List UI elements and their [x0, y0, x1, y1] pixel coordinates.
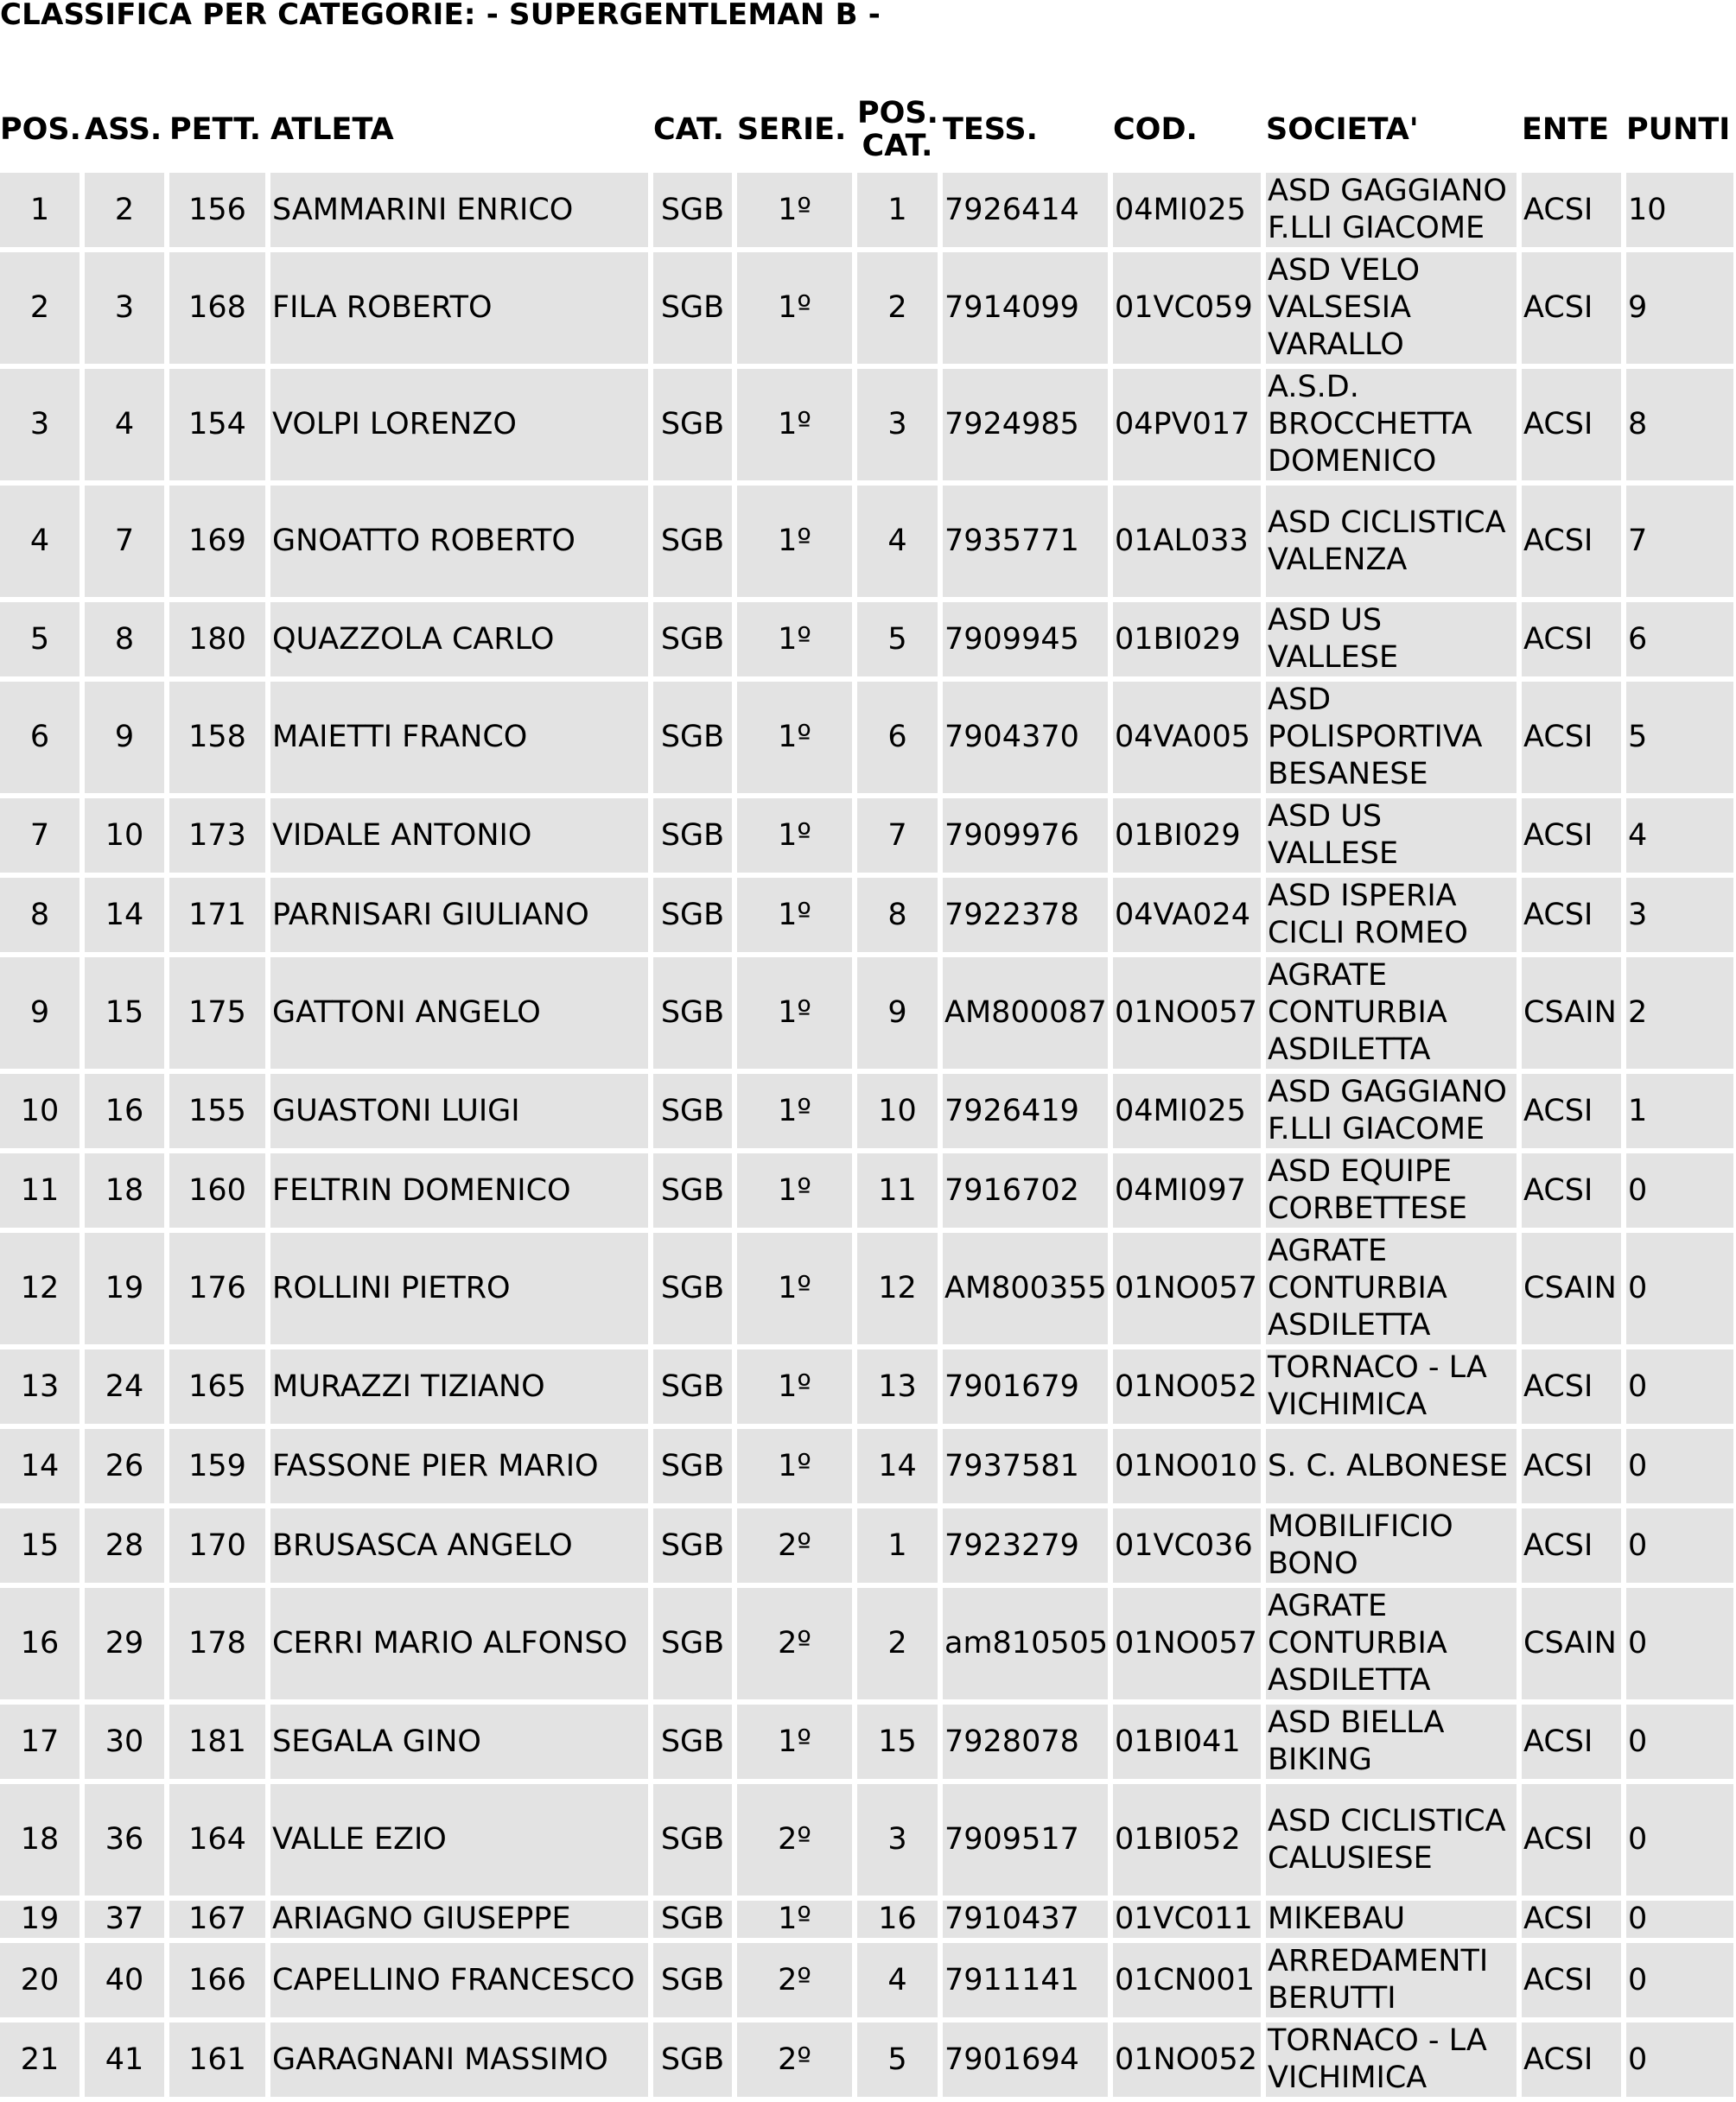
cell-punti: 0: [1626, 1705, 1733, 1779]
cell-serie: 1º: [737, 1349, 852, 1424]
cell-cat: SGB: [653, 1784, 732, 1896]
cell-cat: SGB: [653, 878, 732, 952]
cell-cat: SGB: [653, 1074, 732, 1148]
header-ente: ENTE: [1522, 92, 1621, 168]
cell-societa: ASD CICLISTICA CALUSIESE: [1266, 1784, 1517, 1896]
cell-serie: 2º: [737, 1784, 852, 1896]
cell-cod: 01BI029: [1113, 602, 1261, 676]
cell-pos-cat: 8: [857, 878, 938, 952]
header-cod: COD.: [1113, 92, 1261, 168]
cell-punti: 3: [1626, 878, 1733, 952]
cell-ente: ACSI: [1522, 1705, 1621, 1779]
cell-cat: SGB: [653, 369, 732, 480]
cell-punti: 1: [1626, 1074, 1733, 1148]
cell-pos-cat: 1: [857, 173, 938, 247]
cell-societa: ASD BIELLA BIKING: [1266, 1705, 1517, 1779]
cell-pett: 164: [169, 1784, 265, 1896]
cell-punti: 0: [1626, 1588, 1733, 1699]
cell-pos-cat: 3: [857, 1784, 938, 1896]
cell-serie: 1º: [737, 1074, 852, 1148]
cell-pos-cat: 5: [857, 602, 938, 676]
cell-ente: CSAIN: [1522, 1233, 1621, 1344]
header-atleta: ATLETA: [270, 92, 648, 168]
cell-pos-cat: 12: [857, 1233, 938, 1344]
cell-ente: ACSI: [1522, 602, 1621, 676]
cell-atleta: CAPELLINO FRANCESCO: [270, 1943, 648, 2017]
cell-punti: 0: [1626, 1153, 1733, 1228]
cell-pos: 16: [0, 1588, 79, 1699]
cell-tess: 7937581: [943, 1429, 1108, 1503]
table-row: [0, 682, 1733, 793]
cell-pos-cat: 5: [857, 2023, 938, 2097]
cell-ente: CSAIN: [1522, 1588, 1621, 1699]
cell-pos-cat: 1: [857, 1508, 938, 1583]
cell-pos: 11: [0, 1153, 79, 1228]
cell-pett: 166: [169, 1943, 265, 2017]
cell-atleta: MAIETTI FRANCO: [270, 682, 648, 793]
cell-pos: 13: [0, 1349, 79, 1424]
cell-cat: SGB: [653, 1233, 732, 1344]
cell-cod: 01BI052: [1113, 1784, 1261, 1896]
cell-serie: 2º: [737, 1943, 852, 2017]
cell-societa: AGRATE CONTURBIA ASDILETTA: [1266, 1233, 1517, 1344]
cell-pos: 9: [0, 957, 79, 1069]
cell-punti: 9: [1626, 252, 1733, 364]
cell-serie: 2º: [737, 1588, 852, 1699]
cell-punti: 6: [1626, 602, 1733, 676]
cell-cat: SGB: [653, 252, 732, 364]
cell-ass: 29: [85, 1588, 164, 1699]
cell-pos: 8: [0, 878, 79, 952]
cell-atleta: GARAGNANI MASSIMO: [270, 2023, 648, 2097]
cell-cat: SGB: [653, 1588, 732, 1699]
cell-cat: SGB: [653, 682, 732, 793]
cell-pett: 154: [169, 369, 265, 480]
table-row: [0, 1588, 1733, 1699]
cell-punti: 7: [1626, 486, 1733, 597]
cell-pos-cat: 9: [857, 957, 938, 1069]
table-row: [0, 1233, 1733, 1344]
cell-pos-cat: 7: [857, 798, 938, 873]
cell-tess: AM800355: [943, 1233, 1108, 1344]
cell-ente: ACSI: [1522, 1943, 1621, 2017]
cell-cat: SGB: [653, 1943, 732, 2017]
table-row: [0, 252, 1733, 364]
cell-ass: 10: [85, 798, 164, 873]
cell-tess: 7926419: [943, 1074, 1108, 1148]
cell-pett: 180: [169, 602, 265, 676]
cell-ass: 2: [85, 173, 164, 247]
cell-atleta: PARNISARI GIULIANO: [270, 878, 648, 952]
table-row: [0, 1429, 1733, 1503]
table-body: [0, 173, 1733, 2097]
cell-cod: 01NO010: [1113, 1429, 1261, 1503]
cell-pos-cat: 16: [857, 1901, 938, 1938]
cell-tess: 7911141: [943, 1943, 1108, 2017]
cell-serie: 1º: [737, 1705, 852, 1779]
header-pos-cat-line2: CAT.: [862, 129, 933, 163]
cell-pos: 6: [0, 682, 79, 793]
cell-pos: 19: [0, 1901, 79, 1938]
cell-pos-cat: 4: [857, 1943, 938, 2017]
cell-ente: ACSI: [1522, 369, 1621, 480]
cell-pett: 158: [169, 682, 265, 793]
header-serie: SERIE.: [737, 92, 852, 168]
table-row: [0, 1074, 1733, 1148]
cell-societa: TORNACO - LA VICHIMICA: [1266, 2023, 1517, 2097]
cell-cod: 01AL033: [1113, 486, 1261, 597]
cell-ente: ACSI: [1522, 682, 1621, 793]
cell-serie: 1º: [737, 1901, 852, 1938]
cell-cod: 01BI029: [1113, 798, 1261, 873]
cell-atleta: ARIAGNO GIUSEPPE: [270, 1901, 648, 1938]
table-row: [0, 878, 1733, 952]
cell-ente: ACSI: [1522, 173, 1621, 247]
cell-punti: 2: [1626, 957, 1733, 1069]
cell-pos: 18: [0, 1784, 79, 1896]
cell-ente: CSAIN: [1522, 957, 1621, 1069]
cell-atleta: CERRI MARIO ALFONSO: [270, 1588, 648, 1699]
cell-cat: SGB: [653, 173, 732, 247]
cell-societa: ASD VELO VALSESIA VARALLO: [1266, 252, 1517, 364]
cell-atleta: VALLE EZIO: [270, 1784, 648, 1896]
cell-cod: 01NO057: [1113, 957, 1261, 1069]
table-header-row: [0, 92, 1733, 168]
cell-pett: 159: [169, 1429, 265, 1503]
cell-ente: ACSI: [1522, 878, 1621, 952]
cell-cat: SGB: [653, 486, 732, 597]
table-row: [0, 369, 1733, 480]
cell-pett: 173: [169, 798, 265, 873]
cell-cat: SGB: [653, 1153, 732, 1228]
cell-tess: 7916702: [943, 1153, 1108, 1228]
cell-ass: 30: [85, 1705, 164, 1779]
cell-societa: ASD US VALLESE: [1266, 602, 1517, 676]
cell-serie: 2º: [737, 1508, 852, 1583]
cell-atleta: FASSONE PIER MARIO: [270, 1429, 648, 1503]
cell-atleta: FILA ROBERTO: [270, 252, 648, 364]
cell-pos: 20: [0, 1943, 79, 2017]
table-row: [0, 1943, 1733, 2017]
cell-societa: S. C. ALBONESE: [1266, 1429, 1517, 1503]
cell-pos: 10: [0, 1074, 79, 1148]
table-row: [0, 1153, 1733, 1228]
cell-ente: ACSI: [1522, 1074, 1621, 1148]
cell-societa: TORNACO - LA VICHIMICA: [1266, 1349, 1517, 1424]
cell-cod: 01VC011: [1113, 1901, 1261, 1938]
cell-ass: 36: [85, 1784, 164, 1896]
table-row: [0, 1784, 1733, 1896]
cell-societa: AGRATE CONTURBIA ASDILETTA: [1266, 1588, 1517, 1699]
cell-ass: 8: [85, 602, 164, 676]
results-table: [0, 86, 1736, 2102]
cell-pos: 17: [0, 1705, 79, 1779]
cell-ente: ACSI: [1522, 1901, 1621, 1938]
cell-pos-cat: 14: [857, 1429, 938, 1503]
cell-tess: 7924985: [943, 369, 1108, 480]
cell-societa: ASD ISPERIA CICLI ROMEO: [1266, 878, 1517, 952]
cell-societa: MIKEBAU: [1266, 1901, 1517, 1938]
cell-serie: 1º: [737, 1233, 852, 1344]
table-row: [0, 173, 1733, 247]
header-tess: TESS.: [943, 92, 1108, 168]
cell-pos: 7: [0, 798, 79, 873]
cell-pett: 161: [169, 2023, 265, 2097]
cell-pett: 156: [169, 173, 265, 247]
cell-tess: 7914099: [943, 252, 1108, 364]
cell-serie: 2º: [737, 2023, 852, 2097]
cell-serie: 1º: [737, 252, 852, 364]
cell-serie: 1º: [737, 486, 852, 597]
cell-cod: 01BI041: [1113, 1705, 1261, 1779]
cell-ass: 41: [85, 2023, 164, 2097]
cell-cat: SGB: [653, 2023, 732, 2097]
cell-serie: 1º: [737, 173, 852, 247]
cell-ente: ACSI: [1522, 1508, 1621, 1583]
cell-atleta: VIDALE ANTONIO: [270, 798, 648, 873]
cell-tess: 7901694: [943, 2023, 1108, 2097]
cell-ass: 4: [85, 369, 164, 480]
cell-ente: ACSI: [1522, 1429, 1621, 1503]
cell-cod: 01NO057: [1113, 1233, 1261, 1344]
table-row: [0, 1508, 1733, 1583]
header-punti: PUNTI: [1626, 92, 1733, 168]
header-pos: POS.: [0, 92, 79, 168]
cell-ente: ACSI: [1522, 1153, 1621, 1228]
cell-cod: 01NO052: [1113, 2023, 1261, 2097]
header-ass: ASS.: [85, 92, 164, 168]
cell-pett: 165: [169, 1349, 265, 1424]
cell-ente: ACSI: [1522, 798, 1621, 873]
cell-societa: ASD US VALLESE: [1266, 798, 1517, 873]
cell-societa: ASD GAGGIANO F.LLI GIACOME: [1266, 1074, 1517, 1148]
table-row: [0, 1901, 1733, 1938]
cell-serie: 1º: [737, 369, 852, 480]
cell-pos-cat: 2: [857, 1588, 938, 1699]
cell-cat: SGB: [653, 798, 732, 873]
cell-pos: 12: [0, 1233, 79, 1344]
cell-atleta: GNOATTO ROBERTO: [270, 486, 648, 597]
cell-tess: 7909517: [943, 1784, 1108, 1896]
cell-serie: 1º: [737, 602, 852, 676]
cell-atleta: SEGALA GINO: [270, 1705, 648, 1779]
cell-ente: ACSI: [1522, 2023, 1621, 2097]
cell-cod: 04VA005: [1113, 682, 1261, 793]
cell-pett: 155: [169, 1074, 265, 1148]
cell-tess: 7909945: [943, 602, 1108, 676]
cell-pett: 170: [169, 1508, 265, 1583]
cell-atleta: MURAZZI TIZIANO: [270, 1349, 648, 1424]
cell-cod: 04PV017: [1113, 369, 1261, 480]
cell-pos-cat: 10: [857, 1074, 938, 1148]
cell-ente: ACSI: [1522, 1784, 1621, 1896]
table-row: [0, 798, 1733, 873]
cell-punti: 0: [1626, 1349, 1733, 1424]
cell-atleta: VOLPI LORENZO: [270, 369, 648, 480]
cell-societa: A.S.D. BROCCHETTA DOMENICO: [1266, 369, 1517, 480]
cell-ass: 24: [85, 1349, 164, 1424]
cell-societa: ASD EQUIPE CORBETTESE: [1266, 1153, 1517, 1228]
cell-atleta: GUASTONI LUIGI: [270, 1074, 648, 1148]
cell-cat: SGB: [653, 1429, 732, 1503]
cell-cat: SGB: [653, 1349, 732, 1424]
cell-societa: ARREDAMENTI BERUTTI: [1266, 1943, 1517, 2017]
cell-punti: 0: [1626, 2023, 1733, 2097]
cell-pos-cat: 3: [857, 369, 938, 480]
cell-atleta: FELTRIN DOMENICO: [270, 1153, 648, 1228]
cell-pos-cat: 4: [857, 486, 938, 597]
cell-ass: 14: [85, 878, 164, 952]
cell-societa: ASD POLISPORTIVA BESANESE: [1266, 682, 1517, 793]
cell-cod: 04MI025: [1113, 1074, 1261, 1148]
cell-ente: ACSI: [1522, 1349, 1621, 1424]
header-societa: SOCIETA': [1266, 92, 1517, 168]
cell-societa: ASD CICLISTICA VALENZA: [1266, 486, 1517, 597]
cell-tess: 7923279: [943, 1508, 1108, 1583]
cell-pett: 175: [169, 957, 265, 1069]
cell-tess: 7901679: [943, 1349, 1108, 1424]
cell-atleta: ROLLINI PIETRO: [270, 1233, 648, 1344]
cell-pos: 15: [0, 1508, 79, 1583]
cell-ass: 19: [85, 1233, 164, 1344]
cell-cod: 01VC036: [1113, 1508, 1261, 1583]
cell-tess: 7926414: [943, 173, 1108, 247]
cell-pett: 176: [169, 1233, 265, 1344]
cell-punti: 4: [1626, 798, 1733, 873]
cell-pos: 21: [0, 2023, 79, 2097]
cell-cod: 01CN001: [1113, 1943, 1261, 2017]
cell-cat: SGB: [653, 957, 732, 1069]
cell-pos: 3: [0, 369, 79, 480]
cell-ass: 16: [85, 1074, 164, 1148]
cell-punti: 5: [1626, 682, 1733, 793]
cell-ass: 15: [85, 957, 164, 1069]
cell-ass: 28: [85, 1508, 164, 1583]
cell-societa: AGRATE CONTURBIA ASDILETTA: [1266, 957, 1517, 1069]
cell-ass: 40: [85, 1943, 164, 2017]
cell-cod: 04VA024: [1113, 878, 1261, 952]
cell-cod: 01NO057: [1113, 1588, 1261, 1699]
cell-punti: 10: [1626, 173, 1733, 247]
cell-tess: am810505: [943, 1588, 1108, 1699]
cell-ass: 18: [85, 1153, 164, 1228]
header-pos-cat-line1: POS.: [857, 96, 938, 130]
cell-pos: 5: [0, 602, 79, 676]
cell-serie: 1º: [737, 682, 852, 793]
cell-ass: 3: [85, 252, 164, 364]
cell-punti: 0: [1626, 1508, 1733, 1583]
cell-cod: 01VC059: [1113, 252, 1261, 364]
cell-serie: 1º: [737, 1429, 852, 1503]
cell-pos-cat: 15: [857, 1705, 938, 1779]
cell-cat: SGB: [653, 1901, 732, 1938]
cell-pos: 4: [0, 486, 79, 597]
cell-pos-cat: 13: [857, 1349, 938, 1424]
cell-societa: MOBILIFICIO BONO: [1266, 1508, 1517, 1583]
cell-tess: 7922378: [943, 878, 1108, 952]
cell-serie: 1º: [737, 1153, 852, 1228]
table-row: [0, 602, 1733, 676]
cell-ente: ACSI: [1522, 252, 1621, 364]
cell-pos-cat: 11: [857, 1153, 938, 1228]
cell-pett: 169: [169, 486, 265, 597]
cell-ass: 9: [85, 682, 164, 793]
cell-punti: 8: [1626, 369, 1733, 480]
cell-punti: 0: [1626, 1784, 1733, 1896]
cell-punti: 0: [1626, 1901, 1733, 1938]
cell-serie: 1º: [737, 957, 852, 1069]
cell-tess: AM800087: [943, 957, 1108, 1069]
cell-punti: 0: [1626, 1943, 1733, 2017]
cell-pett: 181: [169, 1705, 265, 1779]
cell-pett: 168: [169, 252, 265, 364]
cell-tess: 7935771: [943, 486, 1108, 597]
cell-pett: 171: [169, 878, 265, 952]
cell-atleta: SAMMARINI ENRICO: [270, 173, 648, 247]
table-row: [0, 1705, 1733, 1779]
cell-tess: 7910437: [943, 1901, 1108, 1938]
table-row: [0, 1349, 1733, 1424]
cell-pos-cat: 6: [857, 682, 938, 793]
cell-punti: 0: [1626, 1233, 1733, 1344]
cell-pos: 1: [0, 173, 79, 247]
cell-pos-cat: 2: [857, 252, 938, 364]
cell-atleta: QUAZZOLA CARLO: [270, 602, 648, 676]
page-title: CLASSIFICA PER CATEGORIE: - SUPERGENTLEMAN B -: [0, 0, 881, 32]
cell-serie: 1º: [737, 798, 852, 873]
header-pos-cat: [857, 92, 938, 168]
cell-cat: SGB: [653, 1705, 732, 1779]
header-pett: PETT.: [169, 92, 265, 168]
cell-punti: 0: [1626, 1429, 1733, 1503]
cell-cod: 01NO052: [1113, 1349, 1261, 1424]
cell-ass: 26: [85, 1429, 164, 1503]
cell-atleta: GATTONI ANGELO: [270, 957, 648, 1069]
cell-cat: SGB: [653, 1508, 732, 1583]
cell-ass: 37: [85, 1901, 164, 1938]
cell-tess: 7928078: [943, 1705, 1108, 1779]
cell-tess: 7904370: [943, 682, 1108, 793]
cell-ass: 7: [85, 486, 164, 597]
table-row: [0, 486, 1733, 597]
table-row: [0, 2023, 1733, 2097]
table-row: [0, 957, 1733, 1069]
cell-cat: SGB: [653, 602, 732, 676]
cell-serie: 1º: [737, 878, 852, 952]
cell-pett: 178: [169, 1588, 265, 1699]
cell-atleta: BRUSASCA ANGELO: [270, 1508, 648, 1583]
header-cat: CAT.: [653, 92, 732, 168]
cell-pos: 2: [0, 252, 79, 364]
cell-cod: 04MI025: [1113, 173, 1261, 247]
cell-tess: 7909976: [943, 798, 1108, 873]
cell-cod: 04MI097: [1113, 1153, 1261, 1228]
cell-pett: 167: [169, 1901, 265, 1938]
cell-pos: 14: [0, 1429, 79, 1503]
cell-societa: ASD GAGGIANO F.LLI GIACOME: [1266, 173, 1517, 247]
cell-pett: 160: [169, 1153, 265, 1228]
cell-ente: ACSI: [1522, 486, 1621, 597]
